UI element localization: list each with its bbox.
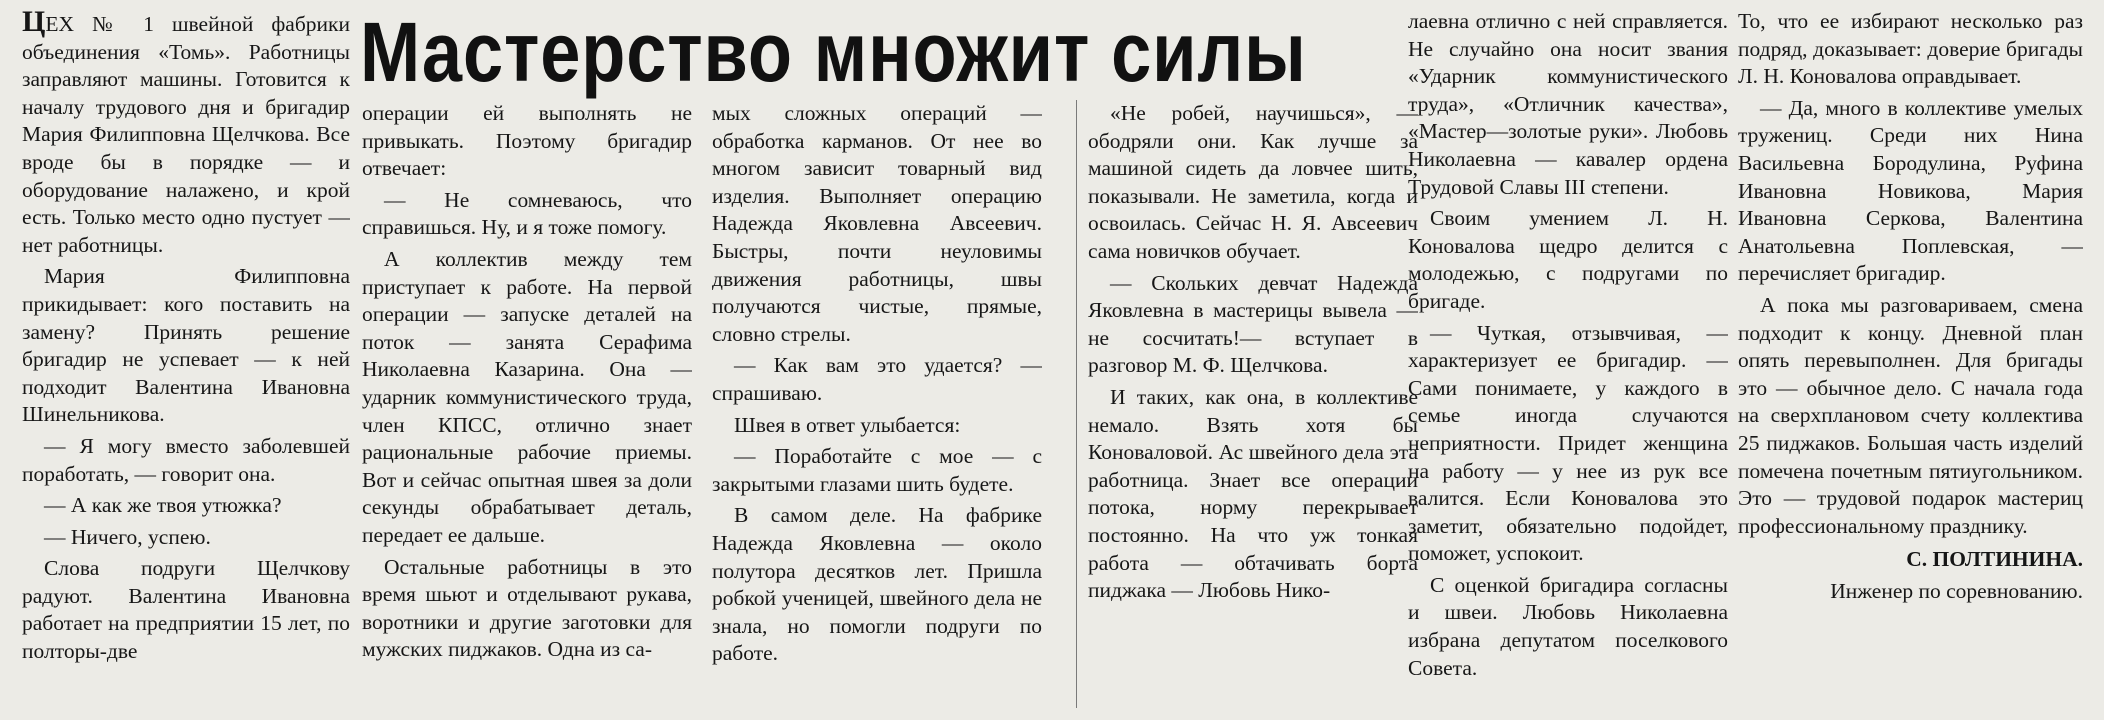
paragraph: лаевна отлично с ней справляется. Не случайно она носит звания «Ударник коммунистического труда», «Отличник качества», «Мастер—золотые руки». Любовь Николаевна — кавалер ордена Трудовой Славы III степени. [1408,9,1728,199]
paragraph: «Не робей, научишься», — ободряли они. Как лучше за машиной сидеть да ловчее шить, показывали. Не заметила, когда и освоилась. Сейчас Н. Я. Авсеевич сама новичков обучает. [1088,101,1418,263]
paragraph: — Да, много в коллективе умелых тружениц. Среди них Нина Васильевна Бородулина, Руфина Ивановна Новикова, Мария Ивановна Серкова, Валентина Анатольевна Поплевская, — перечисляет бригадир. [1738,95,2083,286]
column-2 [362,100,692,716]
paragraph: — А как же твоя утюжка? [44,493,282,518]
paragraph: Своим умением Л. Н. Коновалова щедро делится с молодежью, с подругами по бригаде. [1408,206,1728,313]
paragraph [22,8,350,259]
paragraph: А коллектив между тем приступает к работе. На первой операции — запуске деталей на поток — занята Серафима Николаевна Казарина. Она — ударник коммунистического труда, член КПСС, отлично знает рациональные рабочие приемы. Вот и сейчас опытная швея за доли секунды обрабатывает деталь, передает ее дальше. [362,246,692,547]
column-6 [1738,8,2083,716]
author-signature: С. ПОЛТИНИНА. [1906,547,2083,572]
column-3 [712,100,1042,716]
paragraph: Швея в ответ улыбается: [734,412,961,437]
paragraph: — Чуткая, отзывчивая, — характеризует ее бригадир. — Сами понимаете, у каждого в семье иногда случаются неприятности. Придет женщина на работу — у нее из рук все валится. Если Коновалова это заметит, обязательно подойдет, поможет, успокоит. [1408,320,1728,566]
column-4 [1088,100,1418,716]
paragraph: — Скольких девчат Надежда Яковлевна в мастерицы вывела — не сосчитать!— вступает в разговор М. Ф. Щелчкова. [1088,270,1418,378]
paragraph: В самом деле. На фабрике Надежда Яковлевна — около полутора десятков лет. Пришла робкой ученицей, швейного дела не знала, но помогли подруги по работе. [712,503,1042,666]
author-position: Инженер по соревнованию. [1830,578,2083,603]
paragraph: То, что ее избирают несколько раз подряд, доказывает: доверие бригады Л. Н. Коновалова оправдывает. [1738,9,2083,89]
paragraph: мых сложных операций — обработка карманов. От нее во многом зависит товарный вид изделия. Выполняет операцию Надежда Яковлевна Авсеевич. Быстры, почти неуловимы движения работницы, швы получаются чистые, прямые, словно стрелы. [712,101,1042,346]
paragraph: — Не сомневаюсь, что справишься. Ну, и я тоже помогу. [362,187,692,240]
paragraph: — Поработайте с мое — с закрытыми глазами шить будете. [712,444,1042,496]
paragraph: Слова подруги Щелчкову радуют. Валентина Ивановна работает на предприятии 15 лет, по полторы-две [22,556,350,664]
headline: Мастерство множит силы [360,5,1307,99]
paragraph: И таких, как она, в коллективе немало. Взять хотя бы Коноваловой. Ас швейного дела эта работница. Знает все операции потока, норму перекрывает постоянно. На что уж тонкая работа — обтачивать борта пиджака — Любовь Нико- [1088,384,1418,603]
paragraph: операции ей выполнять не привыкать. Поэтому бригадир отвечает: [362,101,692,181]
paragraph: Мария Филипповна прикидывает: кого поставить на замену? Принять решение бригадир не успевает — к ней подходит Валентина Ивановна Шинельникова. [22,264,350,427]
paragraph: — Ничего, успею. [44,524,211,549]
paragraph-text: ЕХ № 1 швейной фабрики объединения «Томь». Работницы заправляют машины. Готовится к началу трудового дня и бригадир Мария Филипповна Щелчкова. Все вроде бы в порядке — и оборудование налажено, и крой есть. Только место одно пустует — нет работницы. [22,12,350,257]
paragraph: — Я могу вместо заболевшей поработать, — говорит она. [22,433,350,486]
column-1 [22,8,350,716]
dropcap: Ц [22,8,46,38]
paragraph: Остальные работницы в это время шьют и отделывают рукава, воротники и другие заготовки для мужских пиджаков. Одна из са- [362,554,692,662]
paragraph: С оценкой бригадира согласны и швеи. Любовь Николаевна избрана депутатом поселкового Совета. [1408,572,1728,680]
column-divider [1076,100,1077,708]
paragraph: А пока мы разговариваем, смена подходит к концу. Дневной план опять перевыполнен. Для бригады это — обычное дело. С начала года на сверхплановом счету коллектива 25 пиджаков. Большая часть изделий помечена почетным пятиугольником. Это — трудовой подарок мастериц профессиональному празднику. [1738,292,2083,538]
column-5 [1408,8,1728,716]
paragraph: — Как вам это удается? — спрашиваю. [712,353,1042,405]
